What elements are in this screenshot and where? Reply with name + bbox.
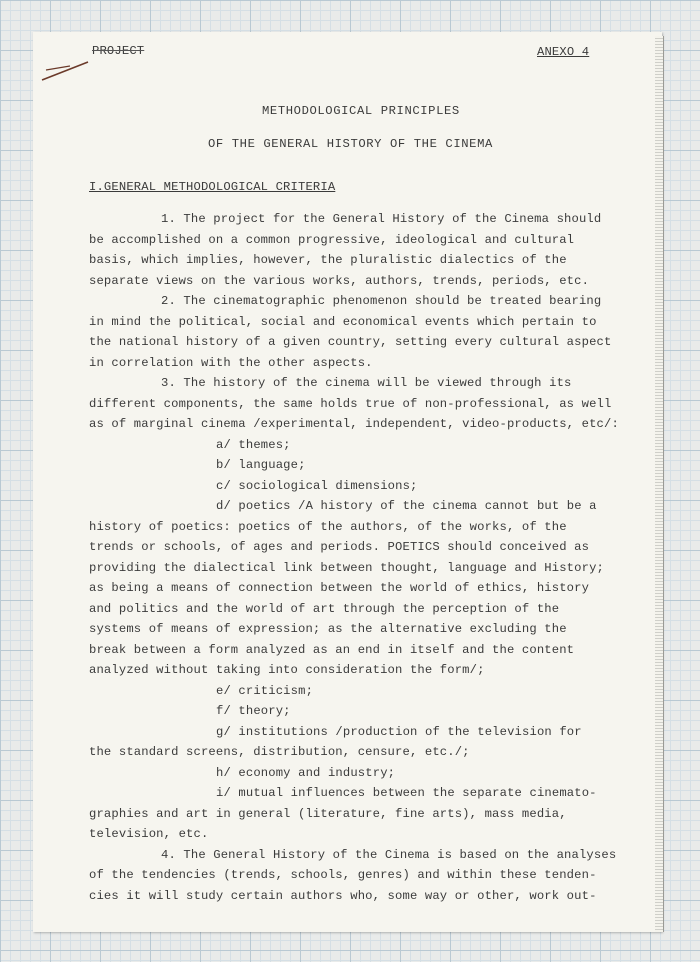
document-title-line2: OF THE GENERAL HISTORY OF THE CINEMA <box>208 137 493 151</box>
body-line: in correlation with the other aspects. <box>89 356 373 370</box>
body-line: television, etc. <box>89 827 209 841</box>
body-line: analyzed without taking into consideration the form/; <box>89 663 485 677</box>
body-line: of the tendencies (trends, schools, genres) and within these tenden- <box>89 868 597 882</box>
body-line: break between a form analyzed as an end in itself and the content <box>89 643 575 657</box>
body-line: basis, which implies, however, the pluralistic dialectics of the <box>89 253 567 267</box>
body-line: the standard screens, distribution, censure, etc./; <box>89 745 470 759</box>
body-line: 1. The project for the General History of the Cinema should <box>161 212 602 226</box>
body-line: separate views on the various works, authors, trends, periods, etc. <box>89 274 590 288</box>
body-line: systems of means of expression; as the alternative excluding the <box>89 622 567 636</box>
body-line: i/ mutual influences between the separate cinemato- <box>216 786 597 800</box>
body-line: cies it will study certain authors who, some way or other, work out- <box>89 889 597 903</box>
document-title-line1: METHODOLOGICAL PRINCIPLES <box>262 104 460 118</box>
section-heading: I.GENERAL METHODOLOGICAL CRITERIA <box>89 180 336 194</box>
body-line: 3. The history of the cinema will be viewed through its <box>161 376 572 390</box>
body-line: graphies and art in general (literature, fine arts), mass media, <box>89 807 567 821</box>
pen-stroke-mark <box>40 58 92 84</box>
body-line: in mind the political, social and economical events which pertain to <box>89 315 597 329</box>
body-line: f/ theory; <box>216 704 291 718</box>
body-line: h/ economy and industry; <box>216 766 396 780</box>
body-line: 2. The cinematographic phenomenon should be treated bearing <box>161 294 602 308</box>
body-line: different components, the same holds true of non-professional, as well <box>89 397 612 411</box>
body-line: d/ poetics /A history of the cinema cannot but be a <box>216 499 597 513</box>
body-line: history of poetics: poetics of the authors, of the works, of the <box>89 520 567 534</box>
body-line: e/ criticism; <box>216 684 314 698</box>
body-line: a/ themes; <box>216 438 291 452</box>
header-annex-label: ANEXO 4 <box>537 45 590 59</box>
body-line: as being a means of connection between the world of ethics, history <box>89 581 590 595</box>
body-line: trends or schools, of ages and periods. POETICS should conceived as <box>89 540 590 554</box>
body-line: b/ language; <box>216 458 306 472</box>
page-stack-edge <box>655 36 664 932</box>
body-line: 4. The General History of the Cinema is based on the analyses <box>161 848 617 862</box>
body-line: g/ institutions /production of the television for <box>216 725 582 739</box>
body-line: and politics and the world of art through the perception of the <box>89 602 560 616</box>
body-line: be accomplished on a common progressive, ideological and cultural <box>89 233 575 247</box>
body-line: providing the dialectical link between thought, language and History; <box>89 561 604 575</box>
header-project-label: PROJECT <box>92 44 145 58</box>
body-line: c/ sociological dimensions; <box>216 479 418 493</box>
body-line: the national history of a given country, setting every cultural aspect <box>89 335 612 349</box>
body-line: as of marginal cinema /experimental, independent, video-products, etc/: <box>89 417 619 431</box>
